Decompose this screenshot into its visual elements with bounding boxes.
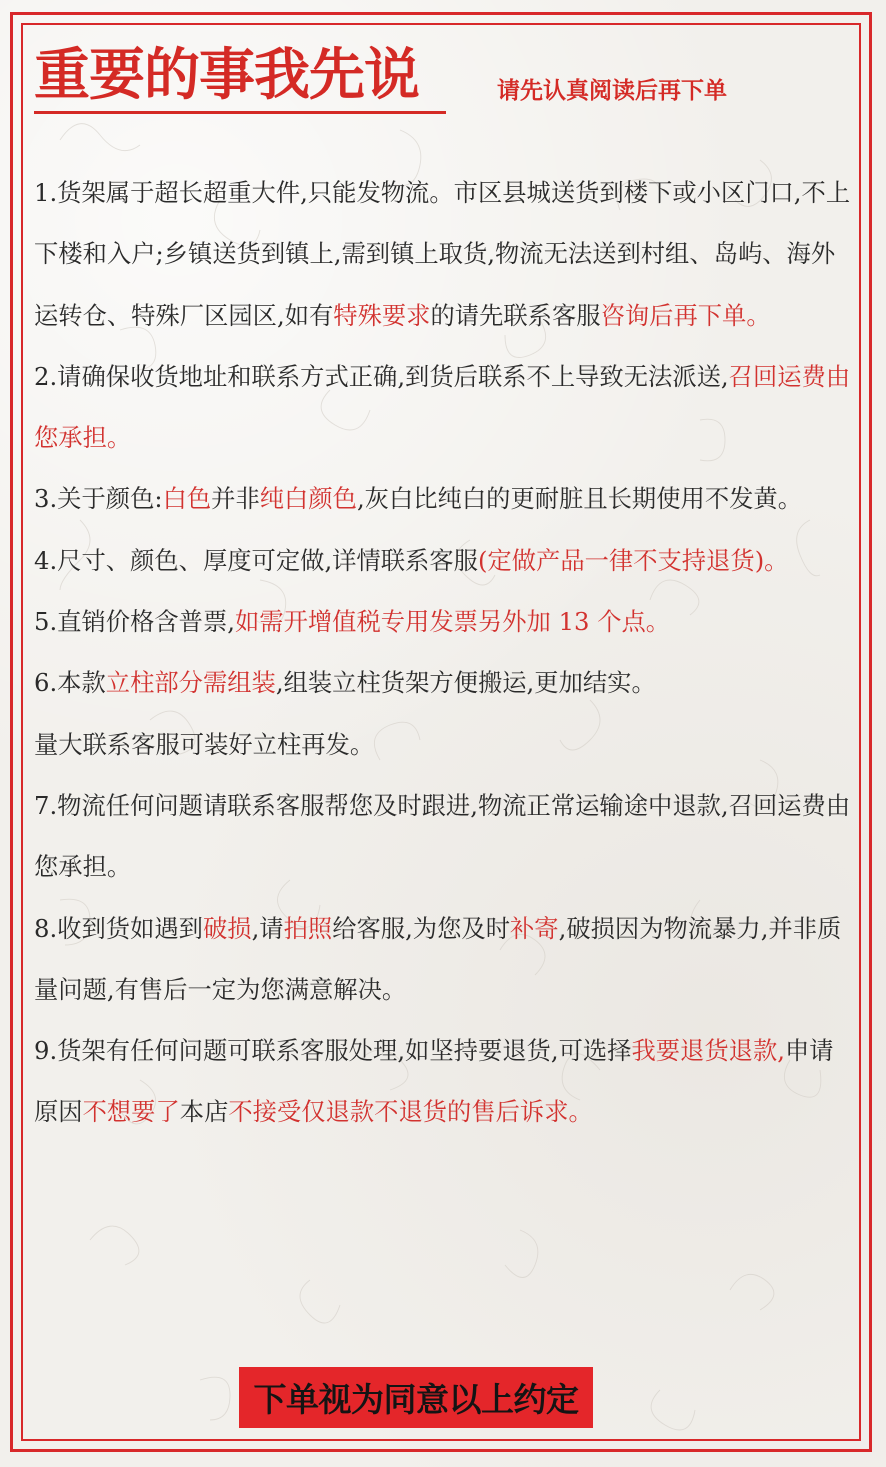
notice-text: 9.货架有任何问题可联系客服处理,如坚持要退货,可选择 — [34, 1036, 632, 1066]
notice-highlight-text: 不接受仅退款不退货的售后诉求。 — [228, 1097, 593, 1127]
notice-highlight-text: 破损 — [202, 913, 252, 943]
notice-list — [34, 162, 852, 1143]
notice-highlight-text: 立柱部分需组装 — [105, 668, 276, 698]
agreement-banner — [239, 1367, 593, 1428]
notice-highlight-text: 补寄 — [510, 913, 559, 943]
notice-text: 4.尺寸、颜色、厚度可定做,详情联系客服 — [34, 545, 478, 575]
notice-highlight-text: 我要退货退款, — [631, 1036, 785, 1066]
notice-text: ,组装立柱货架方便搬运,更加结实。 — [275, 668, 656, 698]
notice-item — [34, 1020, 852, 1143]
notice-item — [34, 714, 852, 775]
notice-highlight-text: 拍照 — [283, 913, 333, 943]
notice-item — [34, 162, 852, 346]
notice-item — [34, 468, 852, 529]
title-underline — [34, 111, 446, 114]
notice-item — [34, 530, 852, 591]
notice-text: 的请先联系客服 — [430, 300, 601, 330]
notice-item — [34, 775, 852, 898]
notice-text: ,破损因为物流暴力,并非质量问题,有售后一定为您满意解决。 — [34, 913, 842, 1004]
notice-text: 给客服,为您及时 — [332, 913, 510, 943]
notice-text: ,灰白比纯白的更耐脏且长期使用不发黄。 — [356, 484, 803, 514]
notice-highlight-text: 不想要了 — [82, 1097, 180, 1127]
agreement-banner-text: 下单视为同意以上约定 — [253, 1380, 579, 1419]
notice-text: 7.物流任何问题请联系客服帮您及时跟进,物流正常运输途中退款,召回运费由您承担。 — [34, 790, 851, 882]
notice-highlight-text: 特殊要求 — [333, 300, 431, 330]
notice-highlight-text: 召回运费由您承担。 — [34, 361, 851, 453]
notice-item — [34, 652, 852, 713]
notice-item — [34, 346, 852, 469]
notice-highlight-text: 如需开增值税专用发票另外加 13 个点。 — [234, 607, 671, 637]
notice-text: 1.货架属于超长超重大件,只能发物流。市区县城送货到楼下或小区门口,不上下楼和入户;乡镇送货到镇上,需到镇上取货,物流无法送到村组、岛屿、海外运转仓、特殊厂区园区,如有 — [34, 178, 851, 330]
notice-highlight-text: 白色 — [162, 484, 212, 514]
notice-item — [34, 591, 852, 652]
notice-text: 并非 — [211, 484, 260, 514]
notice-text: 量大联系客服可装好立柱再发。 — [34, 729, 375, 759]
notice-text: ,请 — [251, 913, 284, 943]
notice-item — [34, 898, 852, 1021]
notice-text: 5.直销价格含普票, — [34, 607, 235, 637]
notice-highlight-text: (定做产品一律不支持退货)。 — [477, 545, 789, 575]
notice-text: 6.本款 — [34, 668, 106, 698]
page-subtitle: 请先认真阅读后再下单 — [497, 78, 727, 104]
page-title: 重要的事我先说 — [34, 43, 419, 108]
notice-highlight-text: 纯白颜色 — [259, 484, 357, 514]
notice-highlight-text: 咨询后再下单。 — [600, 300, 771, 330]
notice-text: 8.收到货如遇到 — [34, 913, 203, 943]
notice-text: 本店 — [179, 1097, 229, 1127]
notice-text: 申请原因 — [34, 1036, 834, 1127]
notice-text: 2.请确保收货地址和联系方式正确,到货后联系不上导致无法派送, — [34, 361, 729, 391]
notice-text: 3.关于颜色: — [34, 484, 163, 514]
